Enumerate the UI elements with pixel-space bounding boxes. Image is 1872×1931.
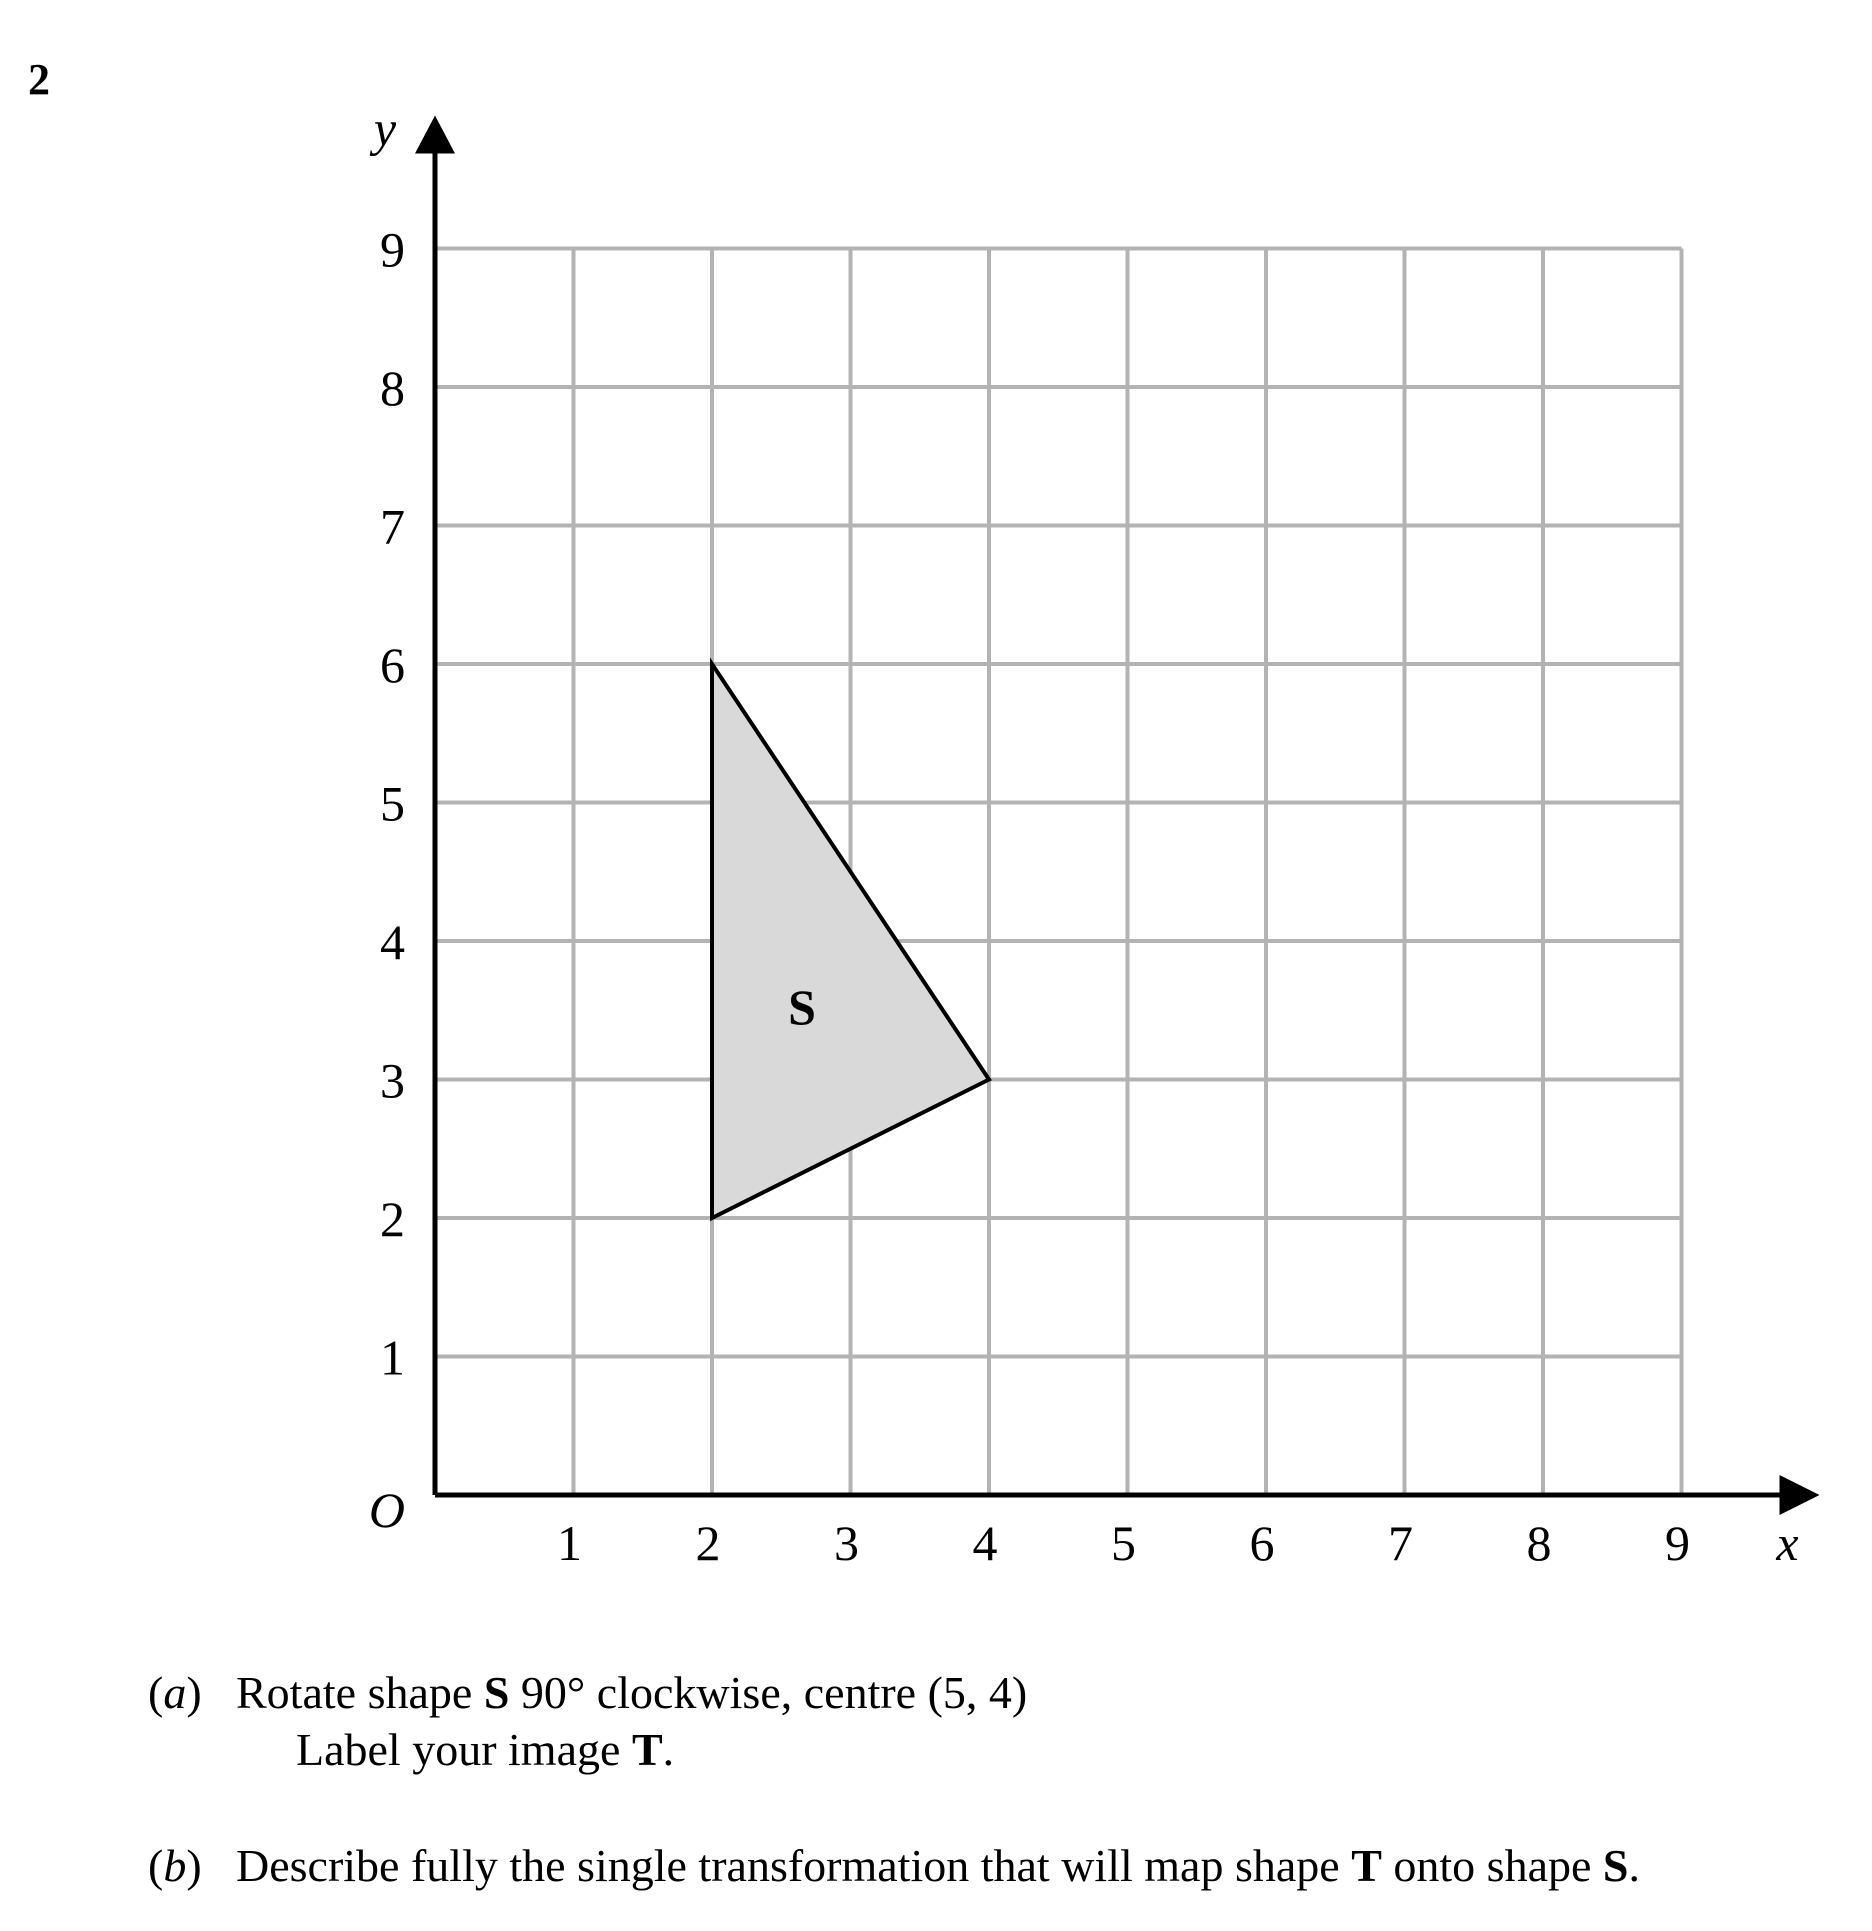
x-tick-label: 9 [1665,1515,1690,1571]
x-tick-label: 1 [557,1515,582,1571]
y-axis-label: y [373,100,397,157]
x-tick-label: 3 [834,1515,859,1571]
y-tick-label: 3 [380,1052,405,1109]
part-a-line2: Label your image T. [296,1724,675,1775]
y-tick-label: 8 [380,360,405,416]
shape-label-s: S [788,979,816,1036]
x-axis-arrow [1780,1475,1820,1515]
y-tick-label: 6 [380,637,405,693]
x-tick-label: 2 [695,1515,721,1571]
x-tick-label: 4 [972,1515,998,1571]
y-tick-label: 7 [380,498,405,555]
part-b-label: (b) [148,1840,202,1891]
y-tick-label: 5 [380,775,405,832]
part-b-text: (b) Describe fully the single transformation that will map shape T onto shape S. [148,1838,1640,1893]
x-axis-label: x [1776,1515,1799,1571]
x-tick-label: 8 [1526,1515,1552,1571]
x-tick-label: 5 [1111,1515,1136,1571]
x-tick-label: 6 [1249,1515,1275,1571]
origin-label: O [368,1482,405,1538]
part-a-label: (a) [148,1667,202,1718]
question-number: 2 [28,55,50,104]
y-tick-label: 1 [380,1329,405,1386]
y-axis-arrow [415,116,455,154]
part-a-line1: (a) Rotate shape S 90° clockwise, centre (5, 4) [148,1665,1027,1720]
y-tick-label: 4 [380,914,405,970]
y-tick-label: 9 [380,221,405,278]
y-tick-label: 2 [380,1191,405,1247]
x-tick-label: 7 [1388,1515,1413,1571]
